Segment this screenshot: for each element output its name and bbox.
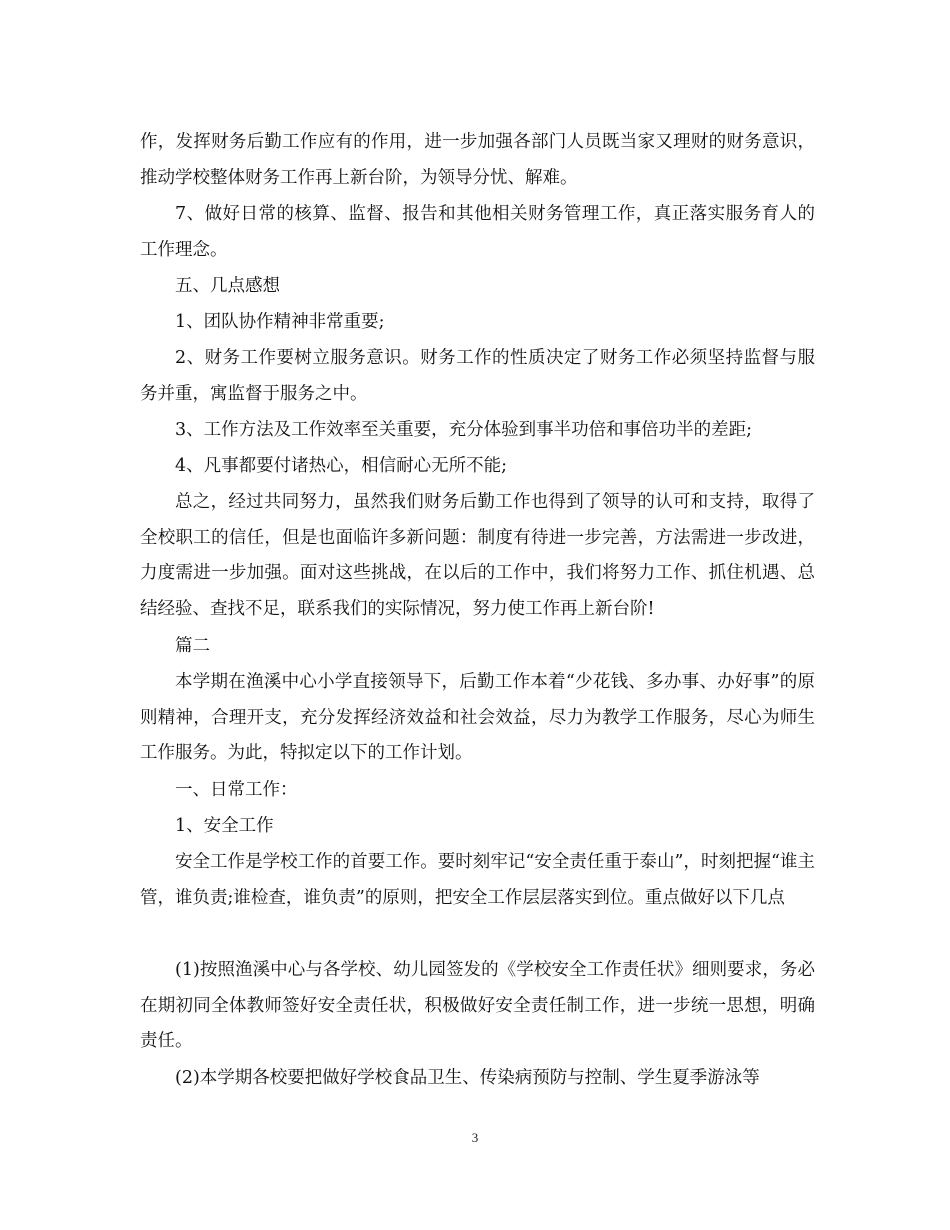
page-number: 3 bbox=[471, 1130, 479, 1145]
paragraph-continuation: 作，发挥财务后勤工作应有的作用，进一步加强各部门人员既当家又理财的财务意识，推动学校整体财务工作再上新台阶，为领导分忧、解难。 bbox=[140, 132, 815, 188]
paragraph-thought-2: 2、财务工作要树立服务意识。财务工作的性质决定了财务工作必须坚持监督与服务并重，寓监督于服务之中。 bbox=[140, 348, 815, 404]
section-heading-5: 五、几点感想 bbox=[175, 276, 280, 296]
paragraph-safety: 安全工作是学校工作的首要工作。要时刻牢记“安全责任重于泰山”，时刻把握“谁主管，谁负责;谁检查，谁负责”的原则，把安全工作层层落实到位。重点做好以下几点 bbox=[140, 852, 815, 908]
section-heading-daily-work: 一、日常工作： bbox=[175, 780, 298, 800]
paragraph-item-7: 7、做好日常的核算、监督、报告和其他相关财务管理工作，真正落实服务育人的工作理念。 bbox=[140, 204, 815, 260]
section-title-part-2: 篇二 bbox=[175, 636, 210, 656]
paragraph-thought-1: 1、团队协作精神非常重要; bbox=[175, 312, 385, 332]
paragraph-safety-item-1: (1)按照渔溪中心与各学校、幼儿园签发的《学校安全工作责任状》细则要求，务必在期初同全体教师签好安全责任状，积极做好安全责任制工作，进一步统一思想，明确责任。 bbox=[140, 960, 815, 1051]
subheading-safety-work: 1、安全工作 bbox=[175, 816, 274, 836]
paragraph-summary: 总之，经过共同努力，虽然我们财务后勤工作也得到了领导的认可和支持，取得了全校职工的信任，但是也面临许多新问题：制度有待进一步完善，方法需进一步改进，力度需进一步加强。面对这些挑战，在以后的工作中，我们将努力工作、抓住机遇、总结经验、查找不足，联系我们的实际情况，努力使工作再上新台阶! bbox=[140, 492, 815, 619]
paragraph-thought-4: 4、凡事都要付诸热心，相信耐心无所不能; bbox=[175, 456, 508, 476]
paragraph-thought-3: 3、工作方法及工作效率至关重要，充分体验到事半功倍和事倍功半的差距; bbox=[175, 420, 753, 440]
paragraph-intro: 本学期在渔溪中心小学直接领导下，后勤工作本着“少花钱、多办事、办好事”的原则精神，合理开支，充分发挥经济效益和社会效益，尽力为教学工作服务，尽心为师生工作服务。为此，特拟定以下的工作计划。 bbox=[140, 672, 815, 763]
paragraph-safety-item-2: (2)本学期各校要把做好学校食品卫生、传染病预防与控制、学生夏季游泳等 bbox=[175, 1068, 760, 1088]
